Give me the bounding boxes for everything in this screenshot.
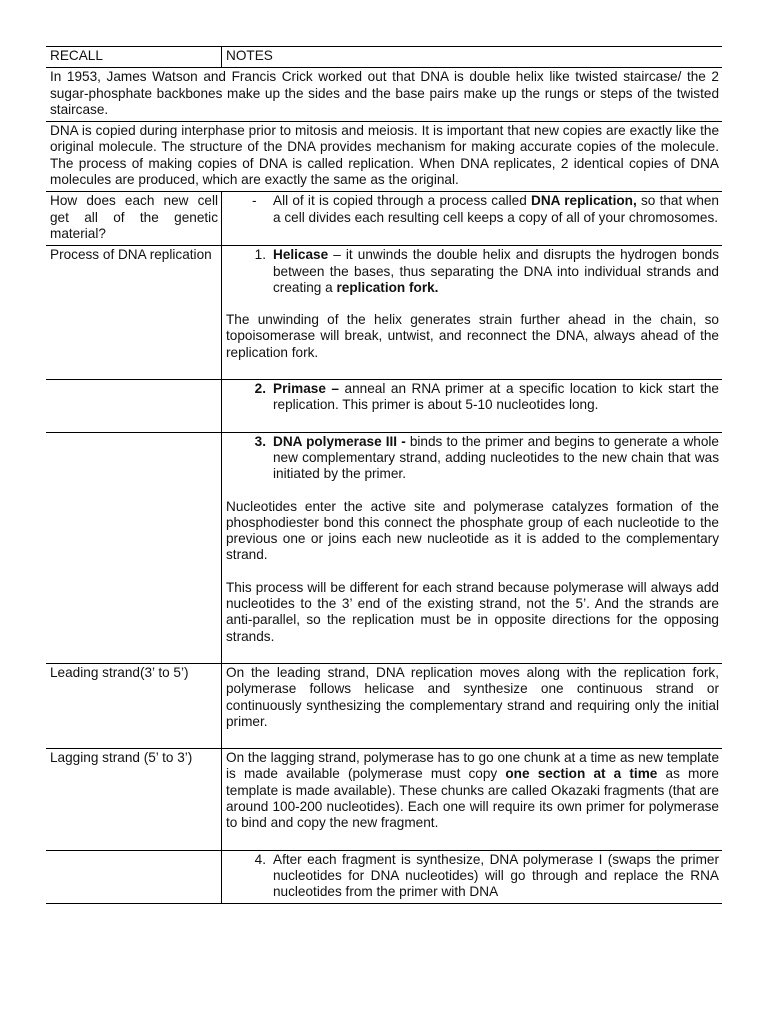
list-number: 4. — [254, 851, 266, 867]
polymerase-row — [46, 432, 722, 663]
strand-direction-paragraph: This process will be different for each strand because polymerase will always add nucleotides to the 3’ end of the existing strand, not the 5’. And the strands are anti-parallel, so the replication must be in opposite directions for the opposing strands. — [226, 579, 719, 644]
leading-strand-row — [46, 663, 722, 748]
list-number: 2. — [254, 381, 266, 397]
question-row-genetic-material — [46, 192, 722, 246]
notes-fragment — [222, 850, 723, 904]
bullet-item — [226, 193, 719, 226]
recall-leading-strand: Leading strand(3’ to 5’) — [46, 663, 222, 748]
list-number: 1. — [254, 247, 266, 263]
list-item-helicase: 1. Helicase – it unwinds the double helix and disrupts the hydrogen bonds between the bases, thus separating the DNA into individual strands and creating a replication fork. — [226, 247, 719, 296]
notes-leading-strand: On the leading strand, DNA replication moves along with the replication fork, polymerase follows helicase and synthesize one continuous strand or continuously synthesizing the complementary strand and requiring only the initial primer. — [222, 663, 723, 748]
header-row — [46, 47, 722, 68]
recall-header: RECALL — [46, 47, 222, 68]
bullet-dash: - — [252, 193, 257, 209]
notes-helicase — [222, 246, 723, 380]
list-number: 3. — [254, 433, 266, 449]
recall-process: Process of DNA replication — [46, 246, 222, 380]
intro-paragraph-2: DNA is copied during interphase prior to mitosis and meiosis. It is important that new copies are exactly like the original molecule. The structure of the DNA provides mechanism for making accurate copies of the molecule. The process of making copies of DNA is called replication. When DNA replicates, 2 identical copies of DNA molecules are produced, which are exactly the same as the original. — [46, 122, 722, 192]
primase-row — [46, 380, 722, 433]
list-item-polymerase: 3. DNA polymerase III - binds to the primer and begins to generate a whole new complementary strand, adding nucleotides to the new chain that was initiated by the primer. — [226, 434, 719, 483]
notes-header: NOTES — [222, 47, 723, 68]
recall-lagging-strand: Lagging strand (5’ to 3’) — [46, 749, 222, 850]
list-item-primase: 2. Primase – anneal an RNA primer at a specific location to kick start the replication. This primer is about 5-10 nucleotides long. — [226, 381, 719, 414]
list-item-fragment: 4. After each fragment is synthesize, DNA polymerase I (swaps the primer nucleotides for DNA nucleotides) will go through and replace the RNA nucleotides from the primer with DNA — [226, 852, 719, 901]
bullet-text: All of it is copied through a process called DNA replication, so that when a cell divides each resulting cell keeps a copy of all of your chromosomes. — [273, 193, 719, 225]
fragment-row — [46, 850, 722, 904]
cornell-notes-table — [46, 46, 722, 904]
recall-question: How does each new cell get all of the genetic material? — [46, 192, 222, 246]
lagging-strand-row — [46, 749, 722, 850]
topoisomerase-paragraph: The unwinding of the helix generates strain further ahead in the chain, so topoisomerase will break, untwist, and reconnect the DNA, always ahead of the replication fork. — [226, 312, 719, 360]
recall-empty — [46, 380, 222, 433]
notes-lagging-strand: On the lagging strand, polymerase has to go one chunk at a time as new template is made available (polymerase must copy one section at a time as more template is made available). These chunks are called Okazaki fragments (that are around 100-200 nucleotides). Each one will require its own primer for polymerase to bind and copy the new fragment. — [222, 749, 723, 850]
notes-answer — [222, 192, 723, 246]
intro-row-2 — [46, 122, 722, 192]
notes-primase — [222, 380, 723, 433]
recall-empty — [46, 850, 222, 904]
intro-paragraph-1: In 1953, James Watson and Francis Crick worked out that DNA is double helix like twisted staircase/ the 2 sugar-phosphate backbones make up the sides and the base pairs make up the rungs or steps of the twisted staircase. — [46, 68, 722, 122]
nucleotides-paragraph: Nucleotides enter the active site and polymerase catalyzes formation of the phosphodiester bond this connect the phosphate group of each nucleotide to the previous one or joins each new nucleotide as it is added to the complementary strand. — [226, 498, 719, 563]
notes-polymerase — [222, 432, 723, 663]
recall-empty — [46, 432, 222, 663]
process-row — [46, 246, 722, 380]
intro-row-1 — [46, 68, 722, 122]
